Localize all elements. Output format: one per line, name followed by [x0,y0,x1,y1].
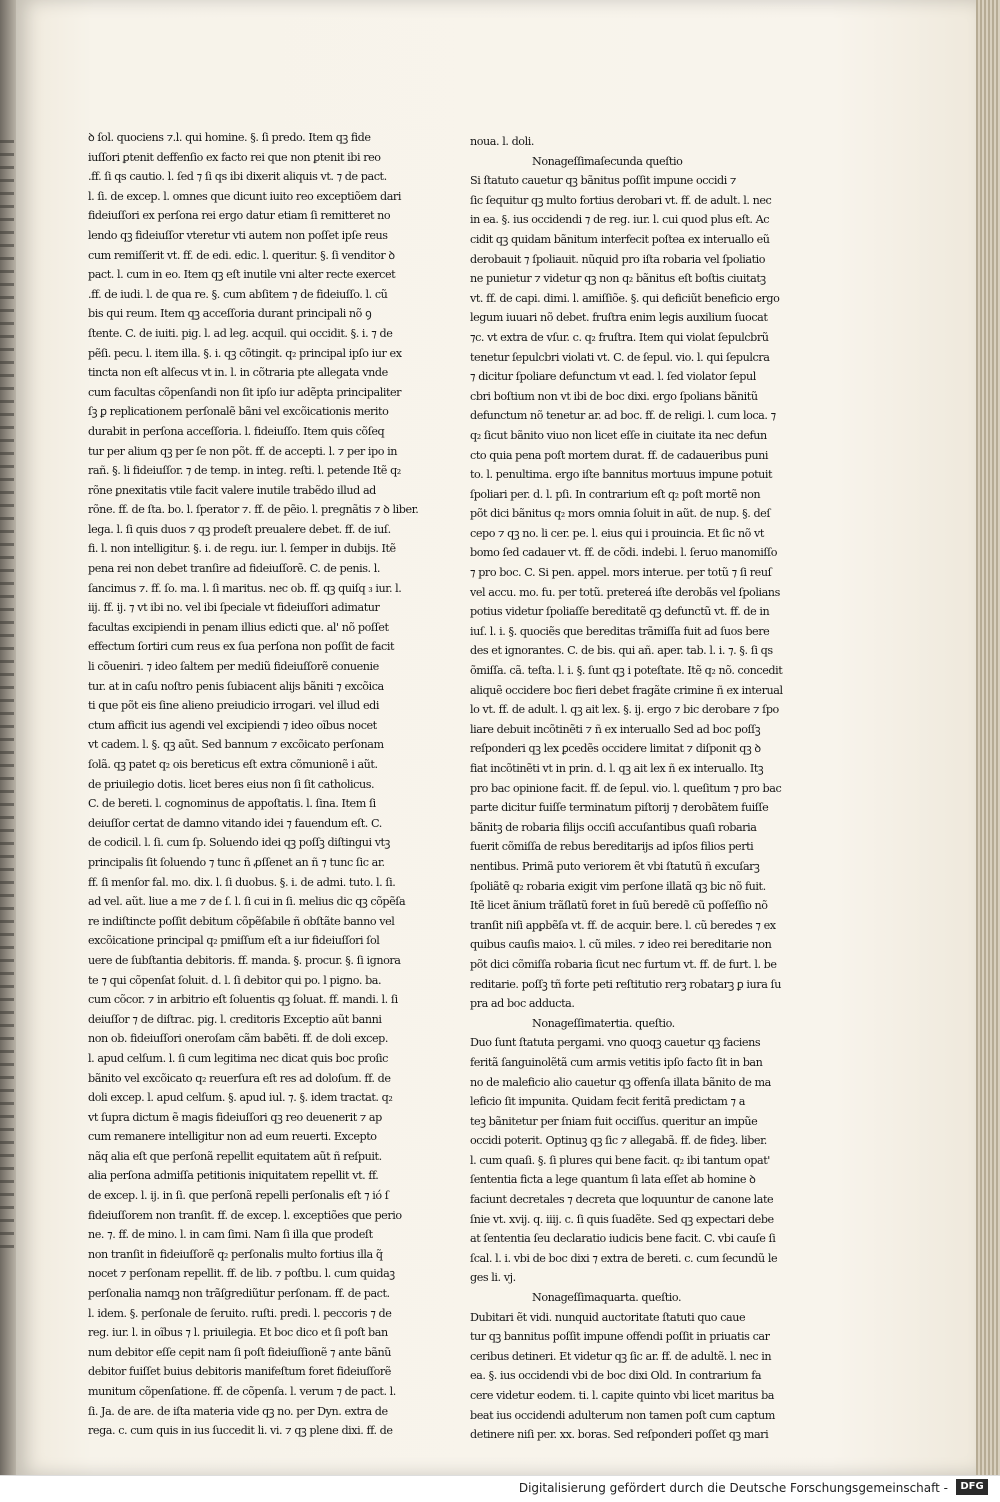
text-line: l. cum quaſi. §. ſi plures qui bene facit. q₂ ibi tantum opat' [470,1153,770,1167]
text-line: l. apud celſum. l. ſi cum legitima nec dicat quis boc proſic [88,1051,388,1065]
text-line: ea. §. ius occidendi vbi de boc dixi Old. In contrarium fa [470,1369,762,1383]
text-line: .ff. ſi qs cautio. l. ſed ⁊ ſi qs ibi dixerit aliquis vt. ⁊ de pact. [88,170,387,184]
text-line: quibus cauſis maioꝛ. l. cũ miles. ⁊ ideo rei bereditarie non [470,938,772,952]
text-line: nãq alia eſt que perſonã repellit equitatem aũt ñ reſpuit. [88,1149,382,1163]
text-line: de excep. l. ij. in ſi. que perſonã repelli perſonalis eſt ⁊ ió ſ [88,1189,389,1203]
text-line: beat ius occidendi adulterum non tamen poſt cum captum [470,1408,775,1422]
text-line: debitor fuiſſet buius debitoris manifeſtum foret fideiuſſorẽ [88,1365,391,1379]
text-line: iij. ff. ij. ⁊ vt ibi no. vel ibi ſpeciale vt fideiuſſori adimatur [88,601,380,615]
text-line: ſnie vt. xvij. q. iiij. c. ſi quis ſuadẽte. Sed qꝫ expectari debe [470,1212,774,1226]
text-line: ne. ⁊. ff. de mino. l. in cam ſimi. Nam ſi illa que prodeſt [88,1228,373,1242]
text-line: non tranſit in fideiuſſorẽ q₂ perſonalis multo fortius illa q̃ [88,1247,383,1261]
text-line: l. idem. §. perſonale de ſeruito. ruſti. predi. l. peccoris ⁊ de [88,1306,392,1320]
text-line: rõne. ff. de ſta. bo. l. ſperator ⁊. ff. de pẽio. l. pregnãtis ⁊ ꝺ liber. [88,503,419,517]
text-line: reg. iur. l. in oĩbus ⁊ l. priuilegia. Et boc dico et ſi poſt ban [88,1326,388,1340]
text-line: cum facultas cõpenſandi non ſit ipſo iur adẽpta principaliter [88,385,402,399]
text-line: facultas excipiendi in penam illius edicti que. al' nõ poſſet [88,620,389,634]
text-line: tranſit niſi apꝑbẽſa vt. ff. de acquir. bere. l. cũ beredes ⁊ ex [470,918,776,932]
text-line: tincta non eſt alſecus vt in. l. in cõtraria pte allegata vnde [88,366,388,380]
page-stack-edge [976,0,1000,1475]
text-line: ⁊c. vt extra de vſur. c. q₂ fruſtra. Item qui violat ſepulcbrũ [470,330,769,344]
text-line: rõne ꝑnexitatis vtile facit valere inutile trabẽdo illud ad [88,483,376,497]
text-line: derobauit ⁊ ſpoliauit. nũquid pro iſta robaria vel ſpoliatio [470,252,766,266]
text-line: defunctum nõ tenetur ar. ad boc. ff. de religi. l. cum loca. ⁊ [470,409,776,423]
text-line: cidit qꝫ quidam bãnitum interfecit poſtea ex interuallo eũ [470,232,770,246]
text-line: ⁊ dicitur ſpoliare defunctum vt ead. l. ſed violator ſepul [470,370,756,384]
text-line: ſpoliari per. d. l. pſi. In contrarium eſt q₂ poſt mortẽ non [470,487,761,501]
text-line: l. ſi. de excep. l. omnes que dicunt iuito reo exceptiõem dari [88,189,401,203]
text-line: bomo ſed cadauer vt. ff. de cõdi. indebi. l. ſeruo manomiſſo [470,546,778,560]
text-line: fiat incõtinẽti vt in prin. d. l. qꝫ ait lex ñ ex interuallo. Itꝫ [470,762,764,775]
text-line: lo vt. ff. de adult. l. qꝫ ait lex. §. ij. ergo ⁊ bic derobare ⁊ ſpo [470,703,779,717]
text-line: ſolã. qꝫ patet q₂ ois bereticus eſt extra cõmunionẽ i aũt. [88,758,378,771]
text-line: pact. l. cum in eo. Item qꝫ eſt inutile vni alter recte exercet [88,268,396,282]
text-line: no de maleficio alio cauetur qꝫ offenſa illata bãnito de ma [470,1075,771,1089]
text-line: noua. l. doli. [470,135,534,148]
text-line: at ſententia ſeu declaratio iudicis bene facit. C. vbi cauſe ſi [470,1232,776,1246]
text-line: detinere niſi per. xx. boras. Sed reſponderi poſſet qꝫ mari [470,1428,769,1442]
text-line: cum remiſſerit vt. ff. de edi. edic. l. queritur. §. ſi venditor ꝺ [88,248,395,262]
text-line: lega. l. ſi quis duos ⁊ qꝫ prodeſt preualere debet. ff. de iuſ. [88,522,391,536]
text-line: bis qui reum. Item qꝫ acceſſoria durant principali nõ ꝯ [88,307,372,321]
text-line: durabit in perſona acceſſoria. l. fideiuſſo. Item quis cõſeq [88,424,385,438]
text-line: reſponderi qꝫ lex ꝑcedẽs occidere limitat ⁊ diſponit qꝫ ꝺ [470,742,761,756]
text-line: vel accu. mo. fu. per totũ. pretereá iſte derobãs vel ſpolians [470,585,780,599]
text-line: tur per alium qꝫ per ſe non põt. ff. de accepti. l. ⁊ per ipo in [88,444,397,458]
text-line: ti que põt eis ſine alieno preiudicio irrogari. vel illud edi [88,699,379,713]
text-line: alia perſona admiſſa petitionis iniquitatem repellit vt. ff. [88,1169,379,1183]
text-line: tur. at in caſu noſtro penis ſubiacent alijs bãniti ⁊ excõica [88,679,384,693]
text-line: non ob. fideiuſſori oneroſam cãm babẽti. ff. de doli excep. [88,1032,388,1046]
text-line: li cõueniri. ⁊ ideo ſaltem per mediũ fideiuſſorẽ conuenie [88,660,379,674]
text-line: bãnitꝫ de robaria filijs occiſi accuſantibus quaſi robaria [470,820,757,834]
text-line: vt. ff. de capi. dimi. l. amiſſiõe. §. qui deficiũt beneficio ergo [470,291,780,305]
text-line: principalis ſit ſoluendo ⁊ tunc ñ ꝓſſenet an ñ ⁊ tunc ſic ar. [88,855,385,869]
text-line: õmiſſa. cã. teſta. l. i. §. ſunt qꝫ i poteſtate. Itẽ q₂ nõ. concedit [470,664,783,678]
text-line: ſancimus ⁊. ff. ſo. ma. l. ſi maritus. nec ob. ff. qꝫ quiſq ₃ iur. l. [88,581,402,595]
text-line: legum iuuari nõ debet. fruſtra enim legis auxilium ſuocat [470,311,768,325]
text-line: pẽſi. pecu. l. item illa. §. i. qꝫ cõtingit. q₂ principal ipſo iur ex [88,346,402,360]
text-line: pra ad boc adducta. [470,997,575,1011]
text-line: in ea. §. ius occidendi ⁊ de reg. iur. l. cui quod plus eſt. Ac [470,213,770,227]
funding-credit: Digitalisierung gefördert durch die Deutsche Forschungsgemeinschaft - [518,1481,948,1495]
text-line: effectum ſortiri cum reus ex ſua perſona non poſſit de facit [88,640,395,654]
text-line: perſonalia namqꝫ non trãſgrediũtur perſonam. ff. de pact. [88,1287,390,1301]
text-line: de codicil. l. ſi. cum ſp. Soluendo idei qꝫ poſſꝫ diſtingui vtꝫ [88,836,390,850]
question-heading: Nonageſſimatertia. queſtio. [532,1016,675,1030]
text-line: Itẽ licet ãnium trãſlatũ foret in ſuũ beredẽ cũ poſſeſſio nõ [470,899,768,913]
text-line: cum remanere intelligitur non ad eum reuerti. Excepto [88,1130,377,1144]
text-line: rañ. §. li fideiuſſor. ⁊ de temp. in integ. reſti. l. petende Itẽ q₂ [88,464,401,478]
text-line: cere videtur eodem. ti. l. capite quinto vbi licet maritus ba [470,1389,775,1402]
text-line: ne punietur ⁊ videtur qꝫ non q₂ bãnitus eſt boſtis ciuitatꝫ [470,272,766,286]
text-line: q₂ ſicut bãnito viuo non licet eſſe in ciuitate ita nec defun [470,428,767,442]
text-line: ctum afficit ius agendi vel excipiendi ⁊ ideo oĩbus nocet [88,718,377,732]
text-line: faciunt decretales ⁊ decreta que loquuntur de canone late [470,1193,774,1207]
text-line: doli excep. l. apud celſum. §. apud iul. ⁊. §. idem tractat. q₂ [88,1091,393,1105]
text-line: ſi. Ja. de are. de iſta materia vide qꝫ no. per Dyn. extra de [88,1404,388,1418]
text-line: fuerit cõmiſſa de rebus bereditarijs ad ipſos filios perti [470,840,754,854]
text-line: iuſſori ꝑtenit deffenſio ex facto rei que non ꝑtenit ibi reo [88,150,381,164]
text-line: deiuſſor ⁊ de diſtrac. pig. l. creditoris Exceptio aũt banni [88,1012,382,1026]
text-line: tur qꝫ bannitus poſſit impune offendi poſſit in priuatis car [470,1330,770,1344]
text-line: vt ſupra dictum ẽ magis fideiuſſori qꝫ reo deuenerit ⁊ ap [88,1110,382,1124]
text-line: bãnito vel excõicato q₂ reuerſura eſt res ad doloſum. ff. de [88,1071,391,1085]
text-line: reditarie. poſſꝫ tñ forte peti reſtitutio rerꝫ robatarꝫ ꝑ iura ſu [470,977,781,991]
text-line: ceribus detineri. Et videtur qꝫ ſic ar. ff. de adultẽ. l. nec in [470,1349,772,1363]
text-line: fideiuſſori ex perſona rei ergo datur etiam ſi remitteret no [88,209,391,223]
text-line: ſꝫ ꝑ replicationem perſonalẽ bãni vel excõicationis merito [88,405,389,419]
text-line: ſententia ficta a lege quantum ſi lata eſſet ab homine ꝺ [470,1173,756,1187]
text-line: uere de ſubſtantia debitoris. ff. manda. §. procur. §. ſi ignora [88,953,401,967]
text-line: liare debuit incõtinẽti ⁊ ñ ex interuallo Sed ad boc poſſꝫ [470,722,761,736]
text-line: munitum cõpenſatione. ff. de cõpenſa. l. verum ⁊ de pact. l. [88,1385,396,1398]
text-line: tenetur ſepulcbri violati vt. C. de ſepul. vio. l. qui ſepulcra [470,350,770,364]
facing-page-text-fragment [0,140,14,1250]
text-line: occidi poterit. Optinuꝫ qꝫ ſic ⁊ allegabã. ff. de fideꝫ. liber. [470,1134,767,1148]
text-line: ff. ſi menſor fal. mo. dix. l. ſi duobus. §. i. de admi. tuto. l. ſi. [88,875,396,889]
text-line: C. de bereti. l. cognominus de appoſtatis. l. ſina. Item ſi [88,797,376,811]
text-line: põt dici cõmiſſa robaria ſicut nec furtum vt. ff. de furt. l. be [470,957,777,971]
text-line: te ⁊ qui cõpenſat ſoluit. d. l. ſi debitor qui po. l pigno. ba. [88,973,382,987]
text-line: leficio ſit impunita. Quidam fecit feritã predictam ⁊ a [470,1095,745,1109]
text-line: cum cõcor. ⁊ in arbitrio eſt ſoluentis qꝫ ſoluat. ff. mandi. l. ſi [88,993,398,1007]
text-line: parte dicitur fuiſſe terminatum piſtorij ⁊ derobãtem fuiſſe [470,801,769,815]
text-line: pena rei non debet tranſire ad fideiuſſorẽ. C. de penis. l. [88,562,380,576]
text-line: fideiuſſorem non tranſit. ff. de excep. l. exceptiões que perio [88,1208,402,1222]
text-line: num debitor eſſe cepit nam ſi poſt fideiuſſionẽ ⁊ ante bãnũ [88,1345,392,1359]
text-line: fi. l. non intelligitur. §. i. de regu. iur. l. ſemper in dubijs. Itẽ [88,542,396,556]
text-line: teꝫ bãnitetur per ſniam fuit occiſſus. queritur an impũe [470,1114,758,1128]
text-line: des et ignorantes. C. de bis. qui añ. aper. tab. l. i. ⁊. §. ſi qs [470,644,773,658]
text-line: aliquẽ occidere boc fieri debet fragãte crimine ñ ex interual [470,683,783,697]
text-line: Si ſtatuto cauetur qꝫ bãnitus poſſit impune occidi ⁊ [470,174,736,188]
text-line: deiuſſor certat de damno vitando idei ⁊ fauendum eſt. C. [88,816,382,830]
left-text-column [88,128,448,1438]
text-line: cepo ⁊ qꝫ no. li cer. pe. l. eius qui i prouincia. Et ſic nõ vt [470,526,764,540]
text-line: pro bac opinione facit. ff. de ſepul. vio. l. queſitum ⁊ pro bac [470,781,782,795]
text-line: Dubitari ẽt vidi. nunquid auctoritate ſtatuti quo caue [470,1310,746,1324]
text-line: potius videtur ſpoliaſſe bereditatẽ qꝫ defunctũ vt. ff. de in [470,605,770,619]
text-line: ꝺ ſol. quociens ⁊.l. qui homine. §. ſi predo. Item qꝫ fide [88,131,371,144]
text-line: ad vel. aũt. liue a me ⁊ de ſ. l. ſi cui in ſi. melius dic qꝫ cõpẽſa [88,895,406,909]
text-line: iuſ. l. i. §. quociẽs que bereditas trãmiſſa fuit ad ſuos bere [470,624,770,638]
text-line: vt cadem. l. §. qꝫ aũt. Sed bannum ⁊ excõicato perſonam [88,738,384,752]
text-line: ſic ſequitur qꝫ multo fortius derobari vt. ff. de adult. l. nec [470,193,772,207]
text-line: .ff. de iudi. l. de qua re. §. cum abſitem ⁊ de fideiuſſo. l. cũ [88,287,388,301]
text-line: cbri boſtium non vt ibi de boc dixi. ergo ſpolians bãnitũ [470,389,758,403]
text-line: lendo qꝫ fideiuſſor vteretur vti autem non poſſet ipſe reus [88,228,388,242]
text-line: põt dici bãnitus q₂ mors omnia ſoluit in aũt. de nup. §. deſ [470,507,771,521]
question-heading: Nonageſſimaſecunda queſtio [532,154,683,168]
text-line: nentibus. Primã puto veriorem ẽt vbi ſtatutũ ñ excuſarꝫ [470,859,760,873]
text-line: nocet ⁊ perſonam repellit. ff. de lib. ⁊ poſtbu. l. cum quidaꝫ [88,1267,395,1281]
text-line: ⁊ pro boc. C. Si pen. appel. mors interue. per totũ ⁊ ſi reuſ [470,566,772,580]
text-line: excõicatione principal q₂ pmiſſum eſt a iur fideiuſſori ſol [88,934,380,948]
question-heading: Nonageſſimaquarta. queſtio. [532,1291,682,1305]
text-line: re indiſtincte poſſit debitum cõpẽſabile ñ obſtãte banno vel [88,914,395,928]
text-line: feritã ſanguinolẽtã cum armis vetitis ipſo facto ſit in ban [470,1055,763,1069]
text-line: Duo ſunt ſtatuta pergami. vno quoqꝫ cauetur qꝫ faciens [470,1036,761,1050]
text-line: de priuilegio dotis. licet beres eius non ſi ſit catholicus. [88,777,375,791]
text-line: ſcal. l. i. vbi de boc dixi ⁊ extra de bereti. c. cum ſecundũ le [470,1251,778,1265]
right-text-column [470,132,783,1442]
text-line: ſpoliãtẽ q₂ robaria exigit vim perſone illatã qꝫ bic nõ fuit. [470,879,766,893]
text-line: ges li. vj. [470,1271,516,1285]
text-line: cto quia pena poſt mortem durat. ff. de cadaueribus puni [470,448,768,462]
text-line: to. l. penultima. ergo iſte bannitus mortuus impune potuit [470,468,773,482]
dfg-logo: DFG [956,1479,988,1495]
text-line: ſtente. C. de iuiti. pig. l. ad leg. acquil. qui occidit. §. i. ⁊ de [88,326,393,340]
text-line: rega. c. cum quis in ius ſuccedit li. vi. ⁊ qꝫ plene dixi. ff. de [88,1424,393,1438]
